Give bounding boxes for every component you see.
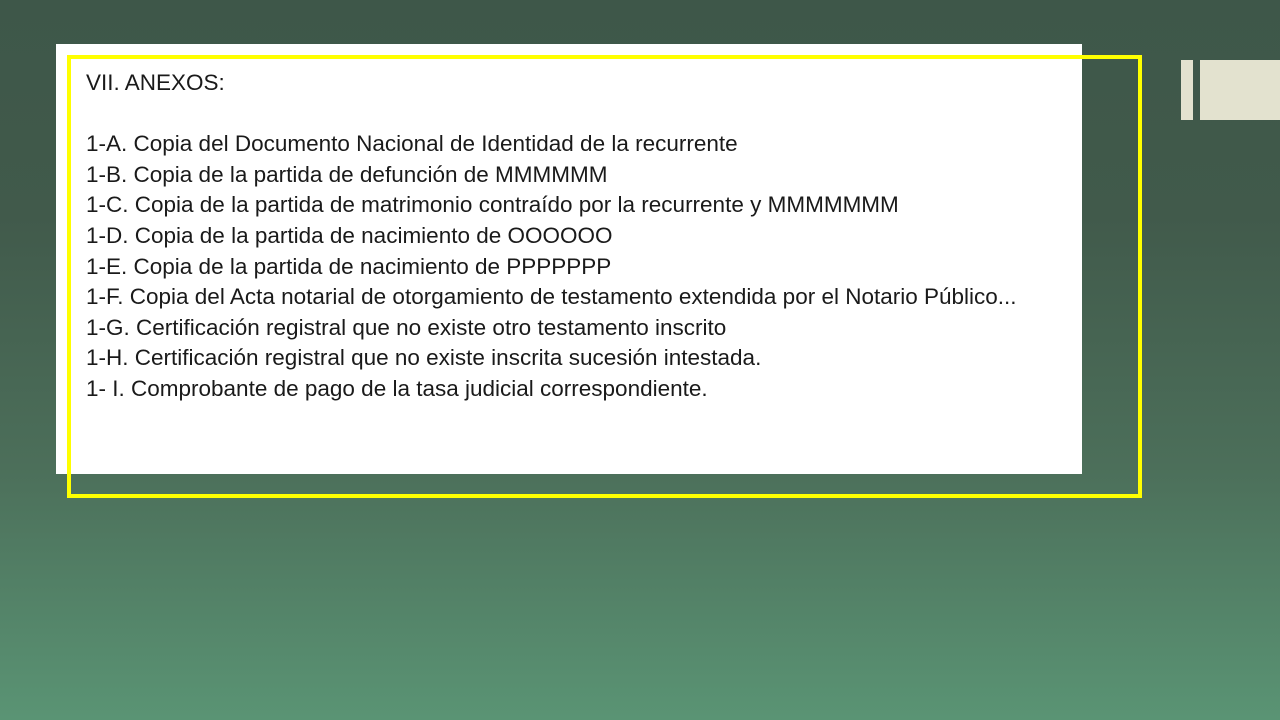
- slide-decoration-block: [1200, 60, 1280, 120]
- annex-item-1e: 1-E. Copia de la partida de nacimiento de PPPPPPP: [86, 253, 612, 279]
- annex-item-1a: 1-A. Copia del Documento Nacional de Identidad de la recurrente: [86, 131, 738, 157]
- annex-item-1b: 1-B. Copia de la partida de defunción de MMMMMM: [86, 161, 608, 187]
- annex-heading: VII. ANEXOS:: [86, 70, 225, 95]
- highlight-frame: [67, 55, 1142, 498]
- annex-item-1f: 1-F. Copia del Acta notarial de otorgamiento de testamento extendida por el Notario Público...: [86, 284, 1017, 310]
- annex-item-1g: 1-G. Certificación registral que no existe otro testamento inscrito: [86, 314, 727, 340]
- annex-item-1c: 1-C. Copia de la partida de matrimonio contraído por la recurrente y MMMMMMM: [86, 192, 899, 218]
- annex-item-1i: 1- I. Comprobante de pago de la tasa judicial correspondiente.: [86, 375, 708, 401]
- slide-decoration-bar: [1181, 60, 1193, 120]
- annex-item-1h: 1-H. Certificación registral que no existe inscrita sucesión intestada.: [86, 345, 762, 371]
- annex-item-1d: 1-D. Copia de la partida de nacimiento de OOOOOO: [86, 222, 613, 248]
